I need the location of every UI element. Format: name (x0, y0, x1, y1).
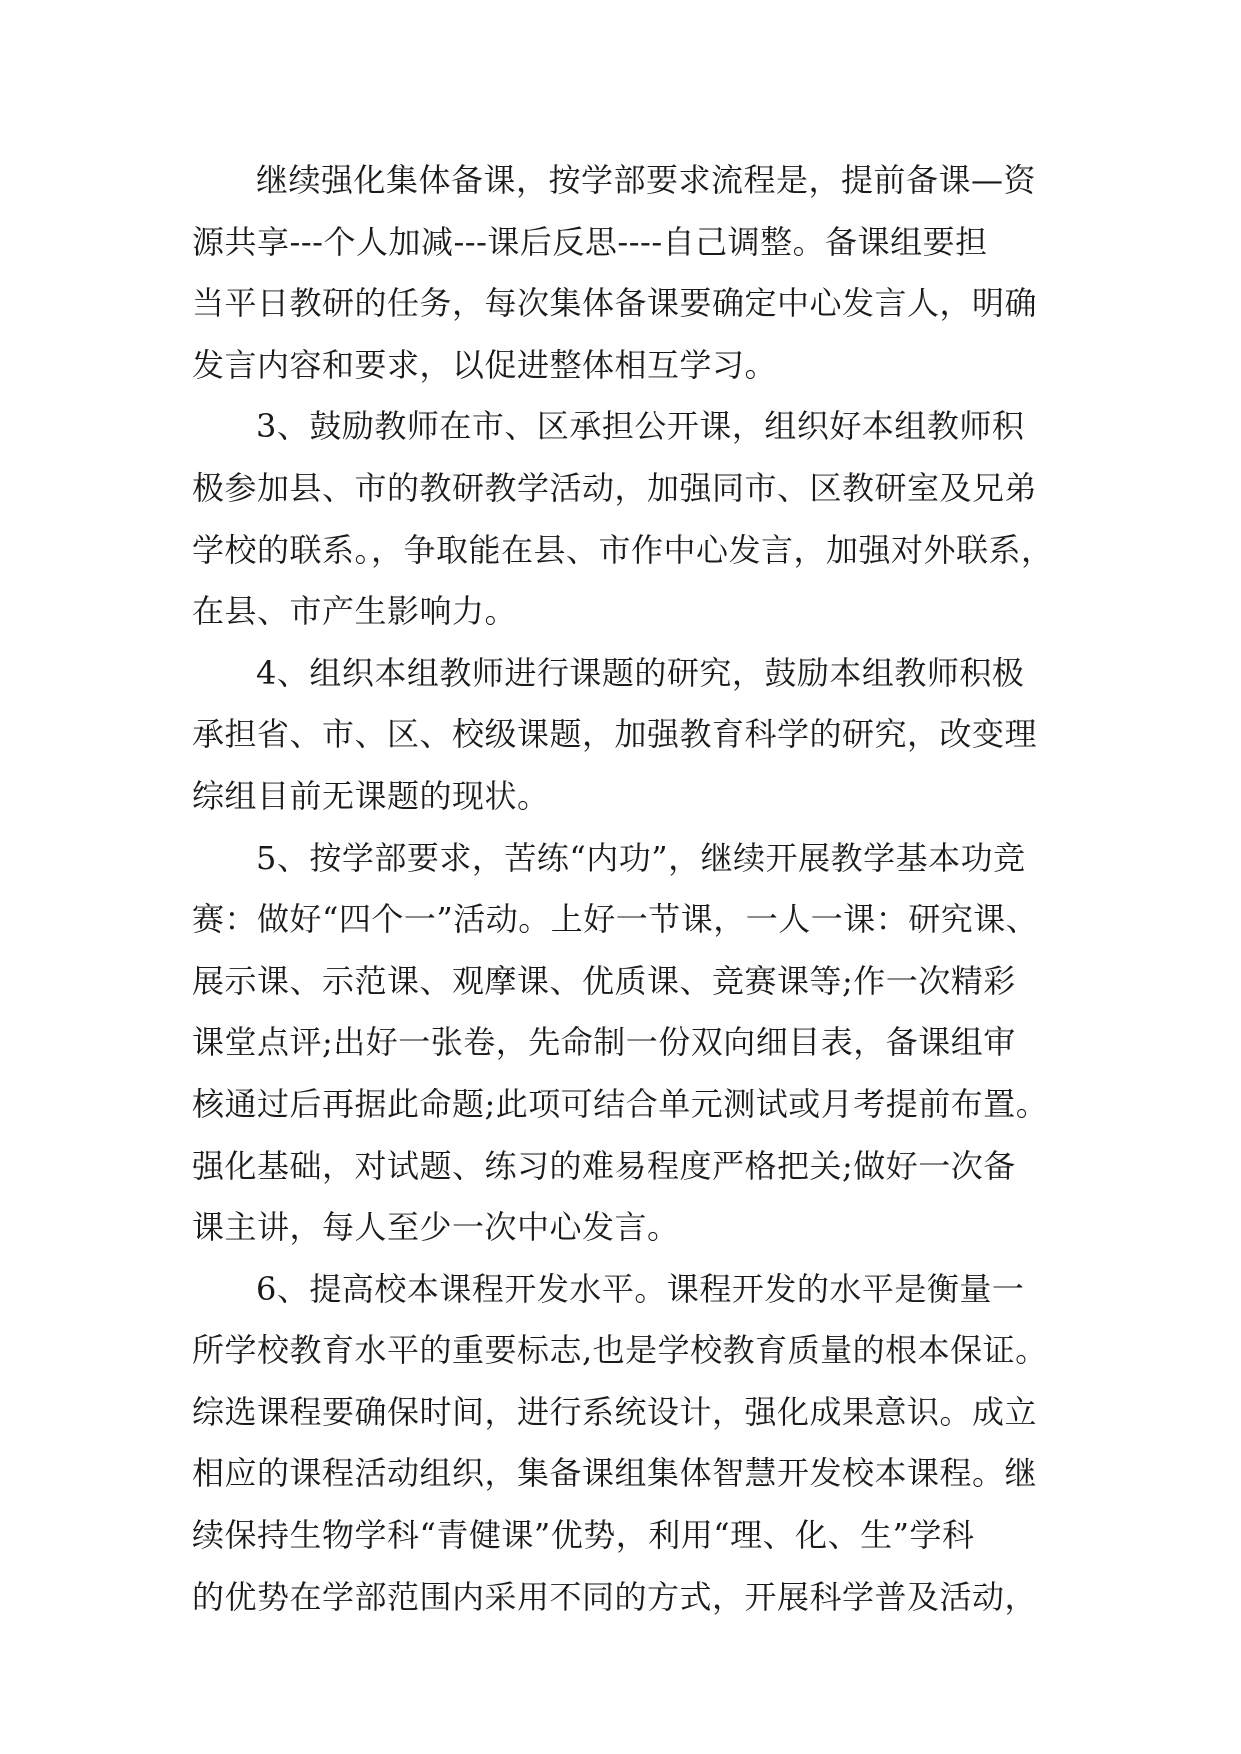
paragraph-line: 承担省、市、区、校级课题，加强教育科学的研究，改变理 (192, 715, 1038, 754)
paragraph-line: 核通过后再据此命题;此项可结合单元测试或月考提前布置。 (192, 1084, 1049, 1123)
paragraph-line: 课堂点评;出好一张卷，先命制一份双向细目表，备课组审 (192, 1023, 1016, 1062)
document-body (192, 150, 1072, 1628)
paragraph-line: 在县、市产生影响力。 (192, 592, 518, 631)
paragraph-line: 继续强化集体备课，按学部要求流程是，提前备课—资 (256, 161, 1037, 199)
paragraph-item-4 (192, 643, 1072, 828)
paragraph-line: 4、组织本组教师进行课题的研究，鼓励本组教师积极 (256, 653, 1025, 692)
paragraph-line: 3、鼓励教师在市、区承担公开课，组织好本组教师积 (256, 407, 1025, 446)
paragraph-line: 赛：做好“四个一”活动。上好一节课，一人一课：研究课、 (192, 900, 1039, 939)
paragraph-line: 综组目前无课题的现状。 (192, 776, 550, 815)
paragraph-line: 续保持生物学科“青健课”优势，利用“理、化、生”学科 (192, 1516, 975, 1555)
paragraph-line: 极参加县、市的教研教学活动，加强同市、区教研室及兄弟 (192, 468, 1038, 507)
paragraph-item-5 (192, 828, 1072, 1259)
paragraph-line: 源共享---个人加减---课后反思----自己调整。备课组要担 (192, 222, 988, 261)
paragraph-line: 6、提高校本课程开发水平。课程开发的水平是衡量一 (256, 1269, 1025, 1308)
paragraph-item-6 (192, 1259, 1072, 1629)
paragraph-line: 展示课、示范课、观摩课、优质课、竞赛课等;作一次精彩 (192, 961, 1016, 1000)
paragraph-line: 强化基础，对试题、练习的难易程度严格把关;做好一次备 (192, 1146, 1016, 1185)
paragraph-line: 课主讲，每人至少一次中心发言。 (192, 1208, 680, 1247)
paragraph-line: 所学校教育水平的重要标志,也是学校教育质量的根本保证。 (192, 1331, 1048, 1370)
paragraph-line: 5、按学部要求，苦练“内功”，继续开展教学基本功竞 (256, 838, 1026, 877)
paragraph-item-3 (192, 396, 1072, 642)
paragraph-line: 当平日教研的任务，每次集体备课要确定中心发言人，明确 (192, 284, 1038, 323)
paragraph-line: 学校的联系。，争取能在县、市作中心发言，加强对外联系， (192, 530, 1054, 569)
paragraph-line: 相应的课程活动组织，集备课组集体智慧开发校本课程。继 (192, 1454, 1038, 1493)
paragraph-collective-lesson-prep (192, 150, 1072, 396)
paragraph-line: 发言内容和要求，以促进整体相互学习。 (192, 345, 778, 384)
paragraph-line: 综选课程要确保时间，进行系统设计，强化成果意识。成立 (192, 1392, 1038, 1431)
paragraph-line: 的优势在学部范围内采用不同的方式，开展科学普及活动， (192, 1577, 1038, 1616)
